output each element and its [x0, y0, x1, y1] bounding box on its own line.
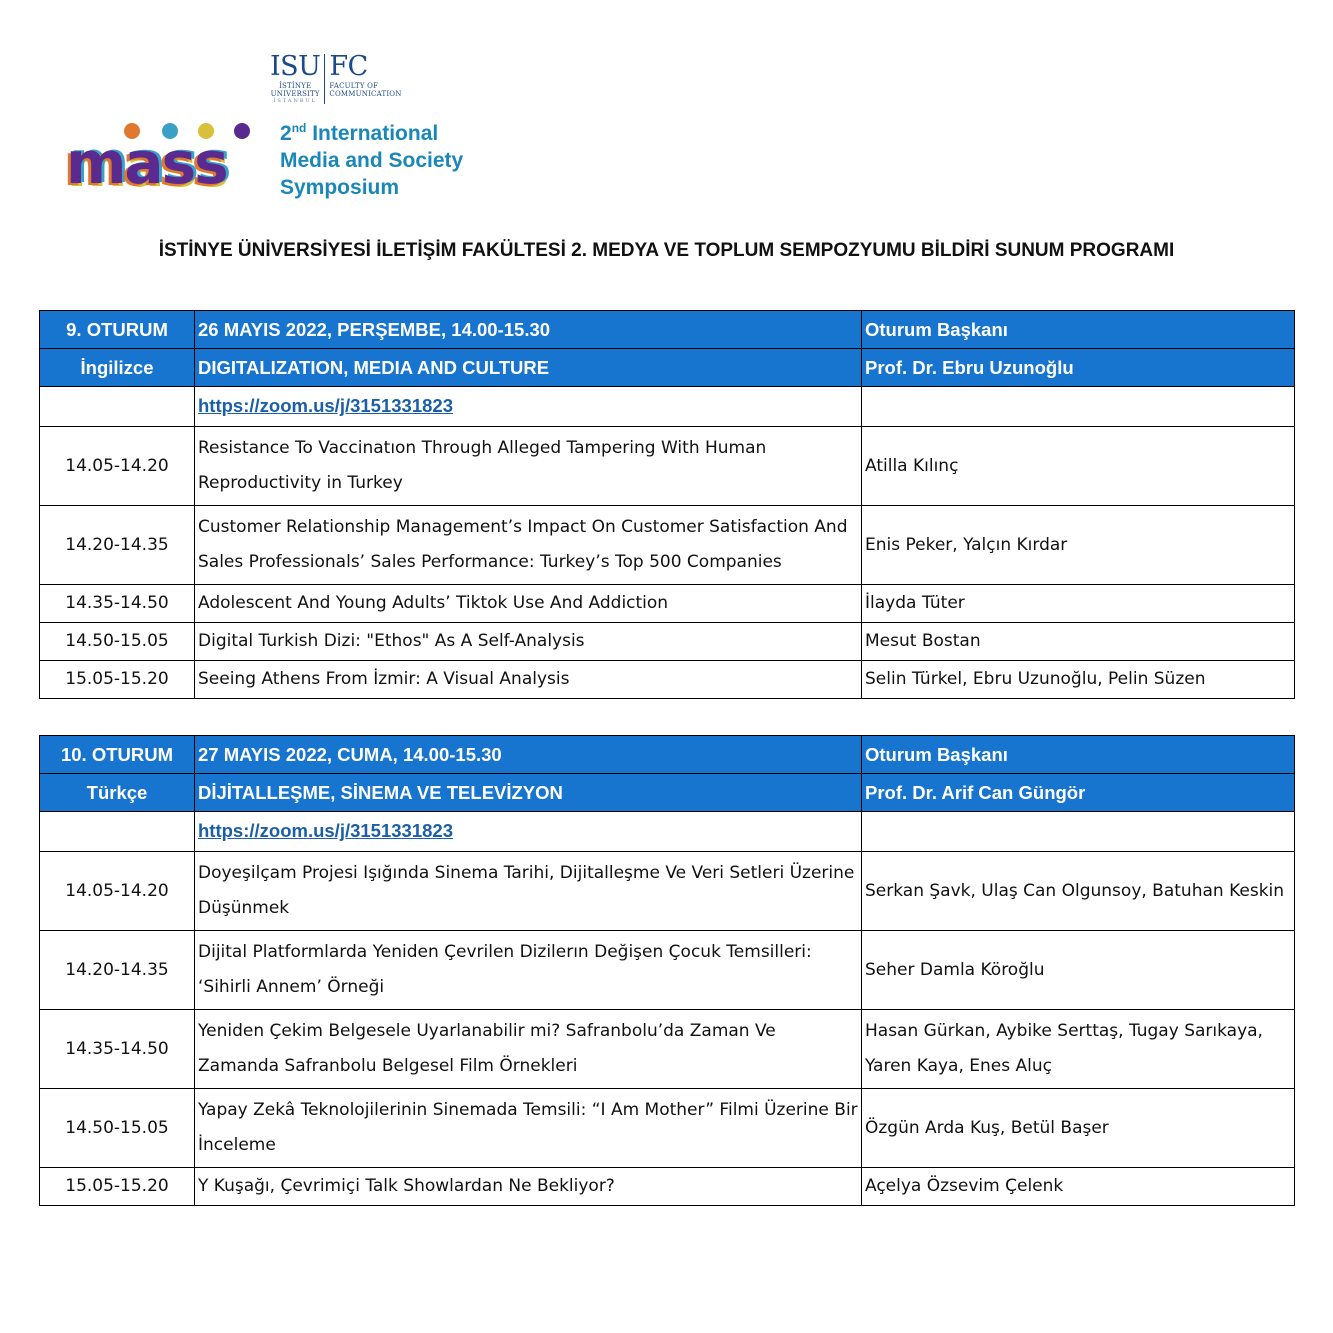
logo-divider [324, 54, 325, 104]
talk-time: 14.35-14.50 [40, 585, 195, 623]
session-header-row [40, 736, 1295, 774]
chair-label: Oturum Başkanı [862, 736, 1295, 774]
table-row [40, 427, 1295, 506]
talk-time: 14.05-14.20 [40, 427, 195, 506]
zoom-row [40, 812, 1295, 852]
talk-authors: Selin Türkel, Ebru Uzunoğlu, Pelin Süzen [862, 661, 1295, 699]
talk-title: Y Kuşağı, Çevrimiçi Talk Showlardan Ne Bekliyor? [195, 1168, 862, 1206]
zoom-link[interactable]: https://zoom.us/j/3151331823 [198, 395, 453, 416]
talk-title: Adolescent And Young Adults’ Tiktok Use And Addiction [195, 585, 862, 623]
empty-cell [40, 812, 195, 852]
table-row [40, 852, 1295, 931]
talk-authors: Serkan Şavk, Ulaş Can Olgunsoy, Batuhan Keskin [862, 852, 1295, 931]
talk-time: 14.20-14.35 [40, 931, 195, 1010]
session-theme-row [40, 349, 1295, 387]
empty-cell [862, 387, 1295, 427]
session-theme-row [40, 774, 1295, 812]
session-chair: Prof. Dr. Arif Can Güngör [862, 774, 1295, 812]
talk-time: 15.05-15.20 [40, 661, 195, 699]
session-number: 9. OTURUM [40, 311, 195, 349]
talk-title: Yapay Zekâ Teknolojilerinin Sinemada Temsili: “I Am Mother” Filmi Üzerine Bir İnceleme [195, 1089, 862, 1168]
session-header-row [40, 311, 1295, 349]
talk-title: Seeing Athens From İzmir: A Visual Analysis [195, 661, 862, 699]
empty-cell [862, 812, 1295, 852]
table-row [40, 506, 1295, 585]
talk-title: Doyeşilçam Projesi Işığında Sinema Tarihi, Dijitalleşme Ve Veri Setleri Üzerine Düşünmek [195, 852, 862, 931]
talk-authors: Hasan Gürkan, Aybike Serttaş, Tugay Sarıkaya, Yaren Kaya, Enes Aluç [862, 1010, 1295, 1089]
talk-time: 14.35-14.50 [40, 1010, 195, 1089]
symposium-line1: International [306, 122, 439, 145]
fc-letters: FC [329, 51, 368, 82]
session-language: Türkçe [40, 774, 195, 812]
mass-dot-4 [234, 123, 250, 139]
talk-authors: Mesut Bostan [862, 623, 1295, 661]
table-row [40, 1168, 1295, 1206]
talk-time: 14.20-14.35 [40, 506, 195, 585]
session-language: İngilizce [40, 349, 195, 387]
session-number: 10. OTURUM [40, 736, 195, 774]
university-logo [270, 52, 440, 110]
talk-authors: Atilla Kılınç [862, 427, 1295, 506]
mass-wordmark: mass [66, 129, 227, 197]
isu-sub1: İSTİNYE [279, 82, 312, 90]
session-table-10 [39, 735, 1295, 1206]
chair-label: Oturum Başkanı [862, 311, 1295, 349]
isu-sub3: İSTANBUL [273, 98, 318, 104]
isu-sub2: UNIVERSITY [270, 90, 320, 98]
talk-authors: İlayda Tüter [862, 585, 1295, 623]
session-date: 27 MAYIS 2022, CUMA, 14.00-15.30 [195, 736, 862, 774]
table-row [40, 585, 1295, 623]
fc-sub2: COMMUNICATION [329, 90, 402, 98]
symposium-ordinal-suffix: nd [291, 121, 307, 135]
talk-title: Yeniden Çekim Belgesele Uyarlanabilir mi? Safranbolu’da Zaman Ve Zamanda Safranbolu Belgesel Film Örnekleri [195, 1010, 862, 1089]
page-title: İSTİNYE ÜNİVERSİYESİ İLETİŞİM FAKÜLTESİ 2. MEDYA VE TOPLUM SEMPOZYUMU BİLDİRİ SUNUM PROGRAMI [158, 240, 1175, 261]
table-row [40, 931, 1295, 1010]
table-row [40, 1089, 1295, 1168]
talk-title: Resistance To Vaccinatıon Through Alleged Tampering With Human Reproductivity in Turkey [195, 427, 862, 506]
zoom-row [40, 387, 1295, 427]
talk-title: Dijital Platformlarda Yeniden Çevrilen Dizilerın Değişen Çocuk Temsilleri: ‘Sihirli Annem’ Örneği [195, 931, 862, 1010]
table-row [40, 661, 1295, 699]
session-table-9 [39, 310, 1295, 699]
session-theme: DİJİTALLEŞME, SİNEMA VE TELEVİZYON [195, 774, 862, 812]
session-date: 26 MAYIS 2022, PERŞEMBE, 14.00-15.30 [195, 311, 862, 349]
symposium-line2: Media and Society [280, 149, 464, 172]
symposium-line3: Symposium [280, 176, 400, 199]
symposium-ordinal: 2 [280, 122, 292, 145]
table-row [40, 623, 1295, 661]
symposium-title [280, 120, 463, 201]
talk-time: 14.50-15.05 [40, 623, 195, 661]
talk-title: Customer Relationship Management’s Impact On Customer Satisfaction And Sales Professionals’ Sales Performance: Turkey’s Top 500 Companies [195, 506, 862, 585]
talk-time: 14.05-14.20 [40, 852, 195, 931]
isu-letters: ISU [270, 51, 321, 82]
zoom-link[interactable]: https://zoom.us/j/3151331823 [198, 820, 453, 841]
mass-logo [66, 117, 271, 197]
talk-title: Digital Turkish Dizi: "Ethos" As A Self-Analysis [195, 623, 862, 661]
table-row [40, 1010, 1295, 1089]
fc-sub1: FACULTY OF [329, 82, 379, 90]
talk-authors: Enis Peker, Yalçın Kırdar [862, 506, 1295, 585]
session-theme: DIGITALIZATION, MEDIA AND CULTURE [195, 349, 862, 387]
empty-cell [40, 387, 195, 427]
talk-time: 14.50-15.05 [40, 1089, 195, 1168]
talk-authors: Seher Damla Köroğlu [862, 931, 1295, 1010]
talk-authors: Özgün Arda Kuş, Betül Başer [862, 1089, 1295, 1168]
talk-authors: Açelya Özsevim Çelenk [862, 1168, 1295, 1206]
session-chair: Prof. Dr. Ebru Uzunoğlu [862, 349, 1295, 387]
talk-time: 15.05-15.20 [40, 1168, 195, 1206]
